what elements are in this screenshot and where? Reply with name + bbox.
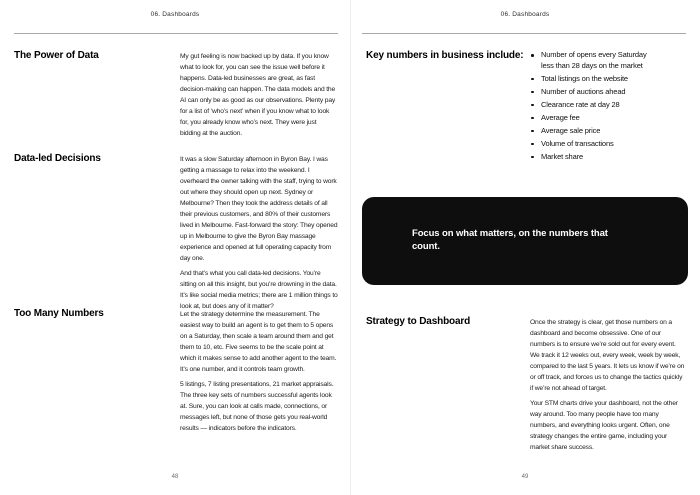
key-numbers-list bbox=[530, 50, 656, 165]
list-item: Market share bbox=[530, 152, 656, 163]
list-item: Number of auctions ahead bbox=[530, 87, 656, 98]
list-item: Volume of transactions bbox=[530, 139, 656, 150]
body-column bbox=[530, 317, 686, 457]
body-column bbox=[180, 309, 338, 438]
callout-text: Focus on what matters, on the numbers that count. bbox=[412, 228, 608, 252]
body-paragraph: And that’s what you call data-led decisions. You’re sitting on all this insight, but you’re drowning in the data. It’s like social media metrics; there are 1 million things to look at, but does any of it matter? bbox=[180, 270, 338, 310]
header-rule-right bbox=[362, 33, 686, 34]
section-heading-data-led-decisions: Data-led Decisions bbox=[14, 153, 101, 164]
body-paragraph: It was a slow Saturday afternoon in Byron Bay. I was getting a massage to relax into the weekend. I overheard the owner talking with the staff, trying to work out where they should open up next. Sydney or Melbourne? Then they took the address details of all their previous customers, and 80% of their customers lived in Melbourne. Fast-forward the story: They opened up in Melbourne to give the Byron Bay massage experience and opened at full operating capacity from day one. bbox=[180, 156, 338, 262]
page-seam-divider bbox=[350, 0, 351, 495]
body-column bbox=[180, 51, 338, 143]
body-paragraph: 5 listings, 7 listing presentations, 21 market appraisals. The three key sets of numbers successful agents look at. Sure, you can look at calls made, connections, or messages left, but none of those gets you real-world results — indicators before the indicators. bbox=[180, 381, 334, 432]
list-item: Average sale price bbox=[530, 126, 656, 137]
page-number-right: 49 bbox=[521, 474, 529, 480]
list-item: Clearance rate at day 28 bbox=[530, 100, 656, 111]
callout-box bbox=[362, 197, 688, 285]
section-heading-power-of-data: The Power of Data bbox=[14, 50, 99, 61]
body-paragraph: My gut feeling is now backed up by data. If you know what to look for, you can see the issue well before it happens. Data-led businesses are great, as fast decision-making can happen. The data models and the AI can only be as good as our observations. Plenty pay for a list of ‘who’s next’ when if you know what to look for, you already know who’s next. They were just bidding at the auction. bbox=[180, 53, 336, 137]
running-header-left: 06. Dashboards bbox=[150, 11, 200, 18]
section-heading-too-many-numbers: Too Many Numbers bbox=[14, 308, 104, 319]
running-header-right: 06. Dashboards bbox=[500, 11, 550, 18]
list-item: Number of opens every Saturday less than 28 days on the market bbox=[530, 50, 656, 71]
body-column bbox=[180, 154, 338, 316]
page-number-left: 48 bbox=[171, 474, 179, 480]
page-right bbox=[350, 0, 700, 495]
body-paragraph: Let the strategy determine the measurement. The easiest way to build an agent is to get them to 5 opens on a Saturday, then scale a team around them and get them to 10, etc. Five seems to be the scale point at which it makes sense to add another agent to the team. It’s one number, and it controls team growth. bbox=[180, 311, 337, 373]
body-paragraph: Once the strategy is clear, get those numbers on a dashboard and become obsessive. One of our numbers is to ensure we’re sold out for every event. We track it 12 weeks out, every week, week by week, compared to the last 5 years. It lets us know if we’re on or off track, and forces us to change the tactics quickly if we’re not ahead of target. bbox=[530, 319, 685, 392]
section-heading-key-numbers: Key numbers in business include: bbox=[366, 50, 524, 61]
body-paragraph: Your STM charts drive your dashboard, not the other way around. Too many people have too many numbers, and everything looks urgent. Often, one strategy changes the entire game, including your market share success. bbox=[530, 400, 678, 451]
list-item: Average fee bbox=[530, 113, 656, 124]
header-rule-left bbox=[14, 33, 338, 34]
section-heading-strategy-to-dashboard: Strategy to Dashboard bbox=[366, 316, 471, 327]
list-item: Total listings on the website bbox=[530, 74, 656, 85]
